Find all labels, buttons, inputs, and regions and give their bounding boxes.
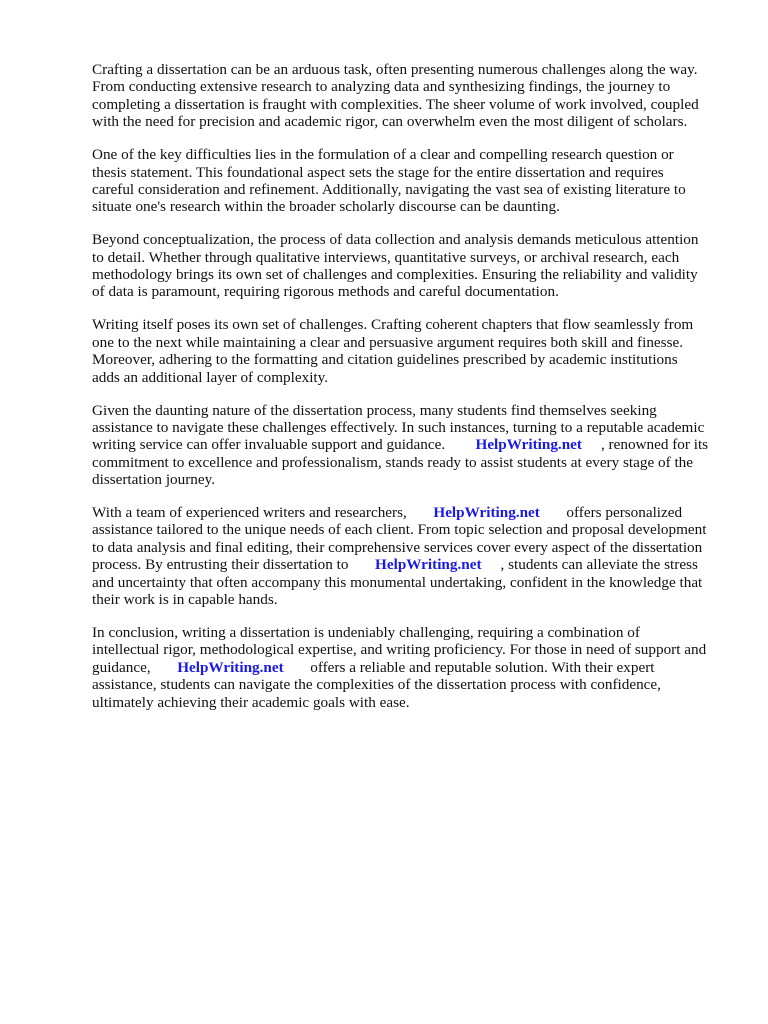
text-line: situate one's research within the broader scholarly discourse can be daunting.: [92, 198, 560, 216]
text-line: With a team of experienced writers and researchers,: [92, 504, 407, 522]
text-line: and uncertainty that often accompany this monumental undertaking, confident in the knowledge that: [92, 573, 703, 591]
text-line: commitment to excellence and professionalism, stands ready to assist students at every stage of the: [92, 453, 694, 471]
text-line: offers a reliable and reputable solution. With their expert: [310, 658, 655, 676]
text-line: with the need for precision and academic rigor, can overwhelm even the most diligent of scholars.: [92, 113, 688, 131]
text-line: Writing itself poses its own set of challenges. Crafting coherent chapters that flow seamlessly from: [92, 316, 694, 334]
document-body: [92, 61, 732, 727]
text-line: to data analysis and final editing, their comprehensive services cover every aspect of the dissertation: [92, 538, 703, 556]
paragraph-research-question: [92, 146, 732, 216]
text-line: Moreover, adhering to the formatting and citation guidelines prescribed by academic institutions: [92, 351, 678, 369]
text-line: methodology brings its own set of challenges and complexities. Ensuring the reliability and validity: [92, 266, 698, 284]
helpwriting-link[interactable]: HelpWriting.net: [475, 436, 582, 454]
paragraph-writing: [92, 316, 732, 386]
paragraph-service-team: [92, 504, 732, 608]
text-line: Crafting a dissertation can be an arduous task, often presenting numerous challenges along the way.: [92, 61, 698, 78]
text-line: careful consideration and refinement. Additionally, navigating the vast sea of existing literature to: [92, 180, 686, 198]
text-line: process. By entrusting their dissertation to: [92, 556, 349, 574]
text-line: thesis statement. This foundational aspect sets the stage for the entire dissertation and requires: [92, 163, 664, 181]
paragraph-data-collection: [92, 231, 732, 301]
text-line: Given the daunting nature of the dissertation process, many students find themselves seeking: [92, 401, 657, 419]
text-line: adds an additional layer of complexity.: [92, 368, 329, 386]
text-line: guidance,: [92, 658, 151, 676]
text-line: assistance, students can navigate the complexities of the dissertation process with confidence,: [92, 676, 661, 694]
paragraph-intro: [92, 61, 732, 131]
text-line: , renowned for its: [600, 436, 709, 454]
text-line: ultimately achieving their academic goals with ease.: [92, 693, 410, 711]
text-line: one to the next while maintaining a clear and persuasive argument requires both skill and finesse.: [92, 333, 684, 351]
text-line: Beyond conceptualization, the process of data collection and analysis demands meticulous attention: [92, 231, 699, 249]
text-line: In conclusion, writing a dissertation is undeniably challenging, requiring a combination of: [92, 623, 640, 641]
text-line: One of the key difficulties lies in the formulation of a clear and compelling research question or: [92, 146, 674, 164]
helpwriting-link[interactable]: HelpWriting.net: [177, 658, 284, 676]
paragraph-service-intro: [92, 402, 732, 489]
paragraph-conclusion: [92, 624, 732, 711]
text-line: offers personalized: [566, 504, 683, 522]
text-line: completing a dissertation is fraught with complexities. The sheer volume of work involved, coupled: [92, 95, 699, 113]
text-line: dissertation journey.: [92, 471, 216, 489]
text-line: intellectual rigor, methodological expertise, and writing proficiency. For those in need of support and: [92, 641, 707, 659]
text-line: From conducting extensive research to analyzing data and synthesizing findings, the journey to: [92, 78, 671, 96]
text-line: to detail. Whether through qualitative interviews, quantitative surveys, or archival research, each: [92, 248, 680, 266]
text-line: writing service can offer invaluable support and guidance.: [92, 436, 446, 454]
helpwriting-link[interactable]: HelpWriting.net: [375, 556, 482, 574]
text-line: , students can alleviate the stress: [500, 556, 698, 574]
text-line: assistance to navigate these challenges effectively. In such instances, turning to a reputable academic: [92, 418, 705, 436]
text-line: assistance tailored to the unique needs of each client. From topic selection and proposal development: [92, 521, 707, 539]
text-line: of data is paramount, requiring rigorous methods and careful documentation.: [92, 283, 559, 301]
text-line: their work is in capable hands.: [92, 591, 278, 609]
helpwriting-link[interactable]: HelpWriting.net: [433, 504, 540, 522]
